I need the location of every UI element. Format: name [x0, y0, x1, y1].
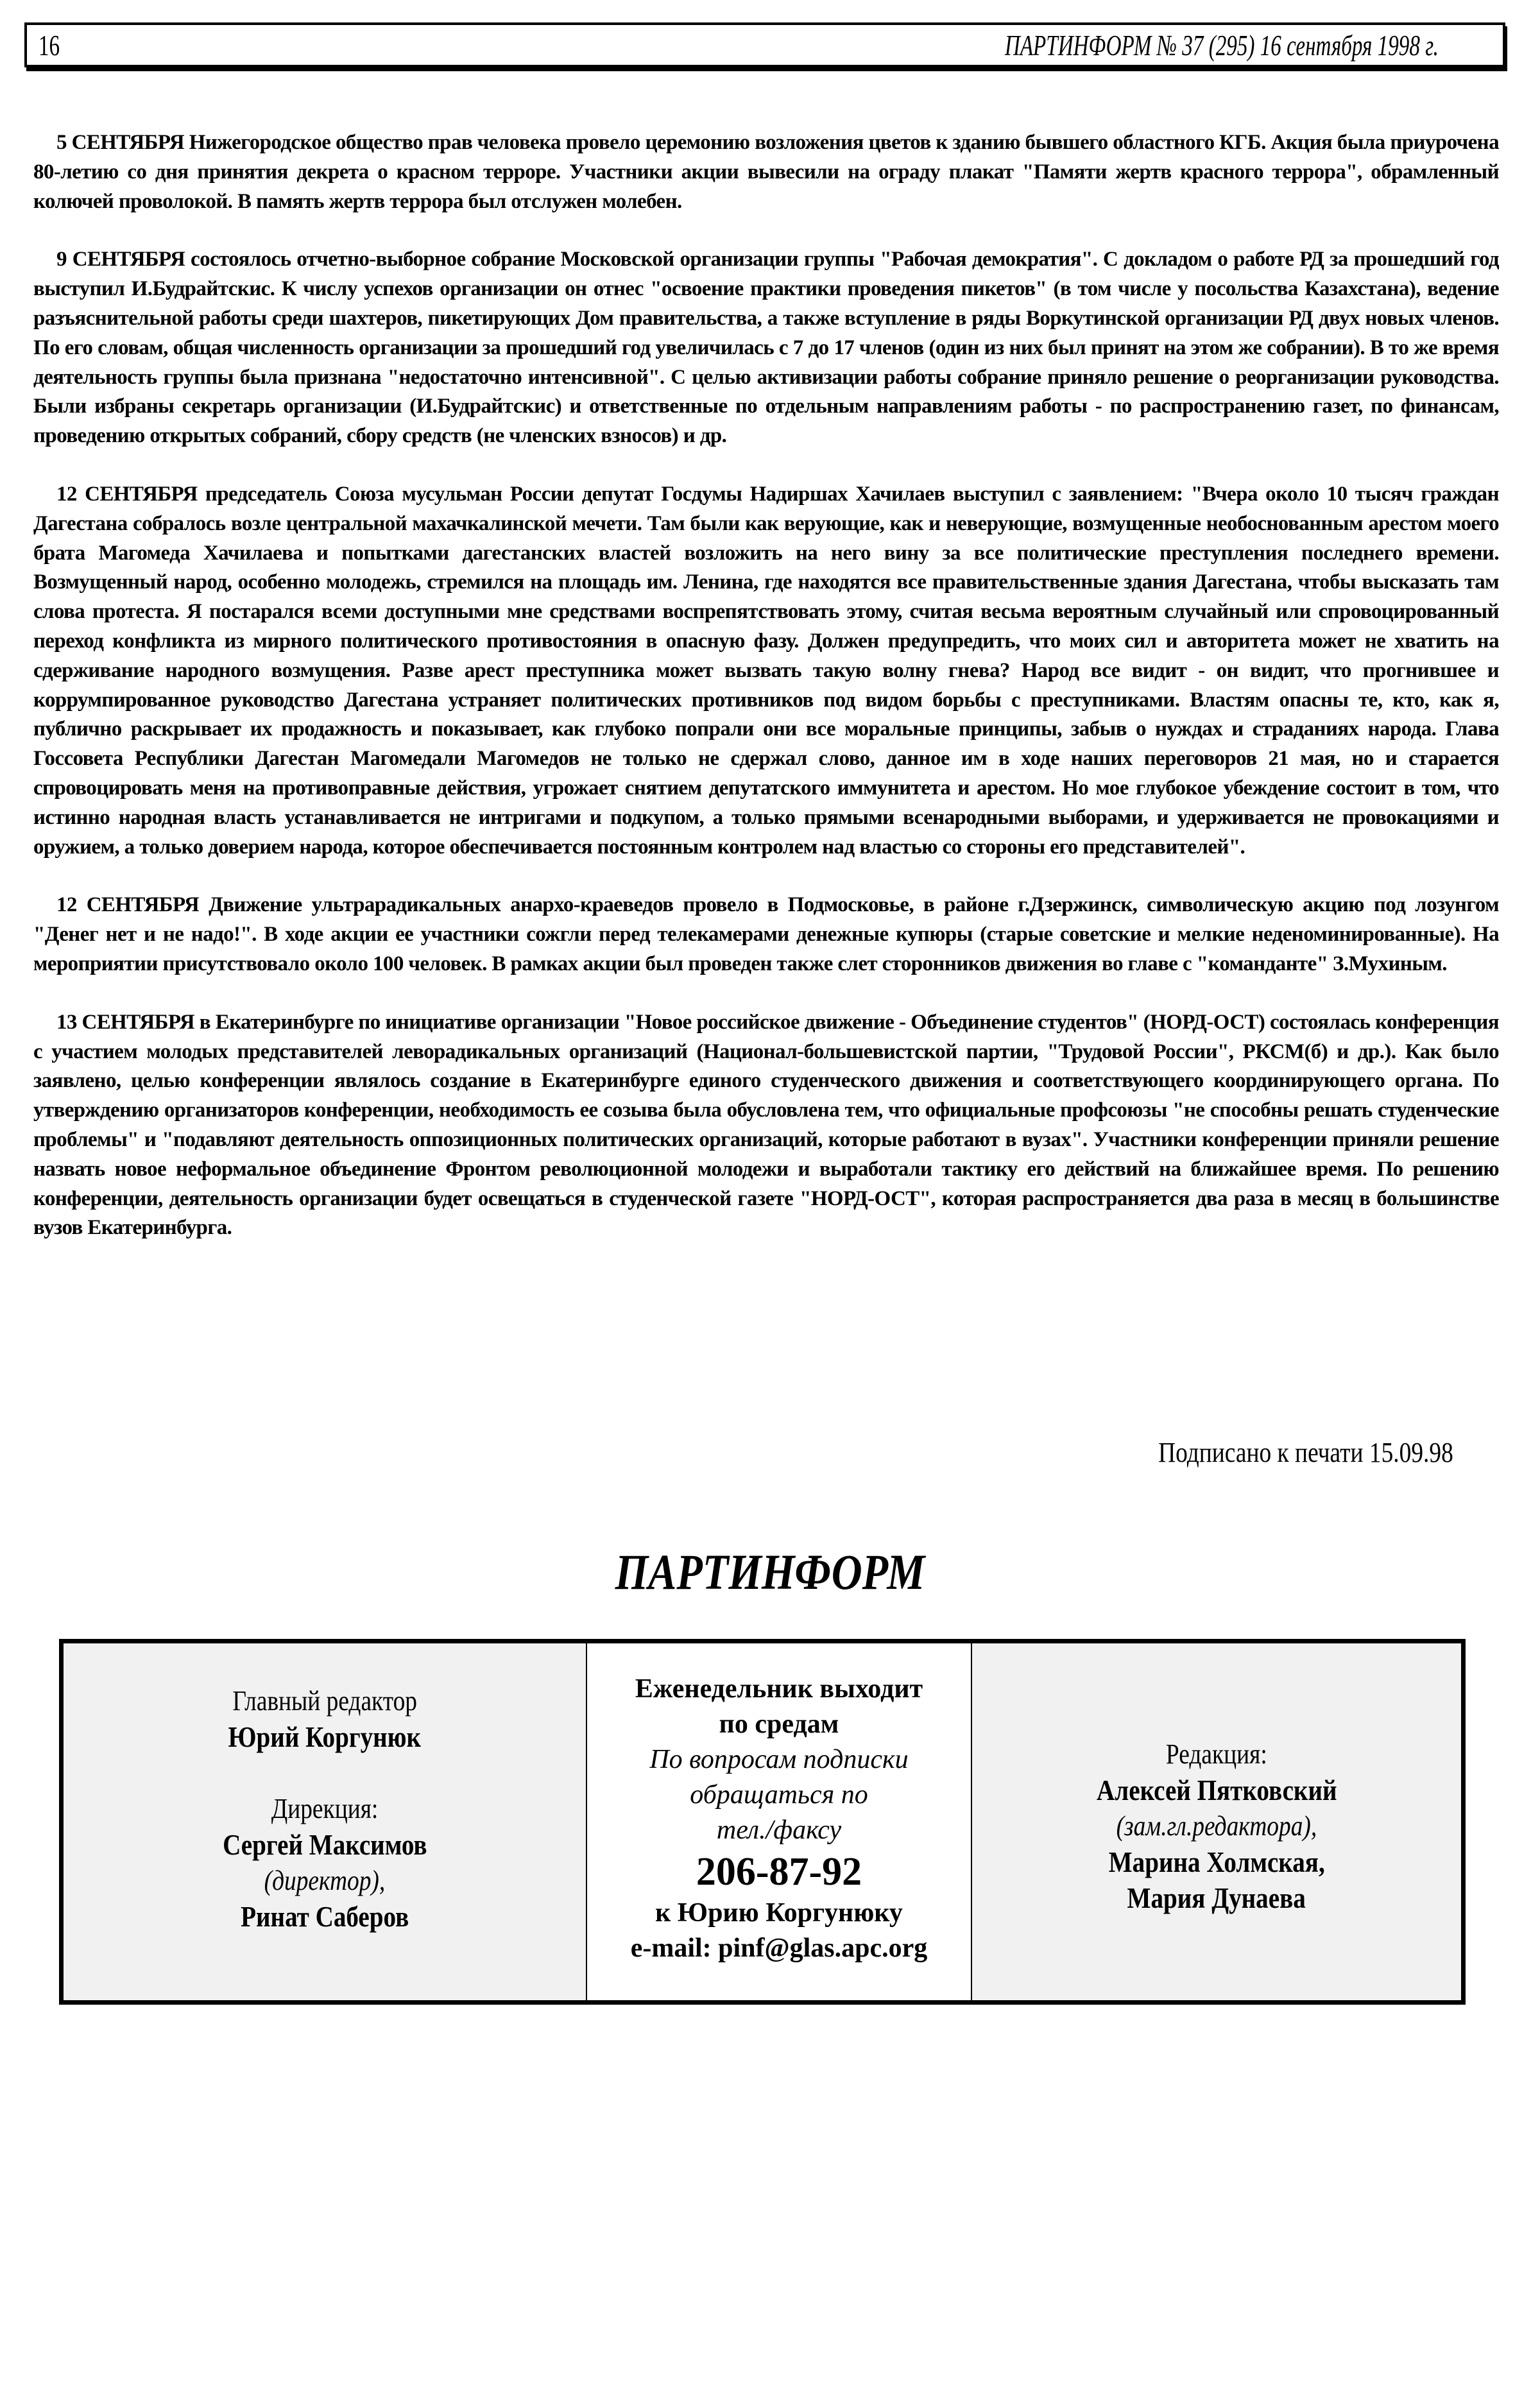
news-date: 9 СЕНТЯБРЯ — [56, 248, 185, 271]
director-name: Сергей Максимов — [222, 1828, 427, 1861]
contact-person: к Юрию Коргунюку — [655, 1898, 903, 1928]
news-chronicle — [33, 128, 1499, 1272]
imprint-box — [59, 1639, 1466, 2005]
weekly-line-2: по средам — [719, 1709, 839, 1739]
email-link[interactable]: e-mail: pinf@glas.apc.org — [630, 1933, 928, 1963]
second-director-name: Ринат Саберов — [240, 1900, 409, 1933]
masthead-title: ПАРТИНФОРМ — [615, 1544, 925, 1600]
news-item — [33, 1008, 1499, 1243]
news-item — [33, 245, 1499, 451]
staff-member-1: Марина Холмская, — [1108, 1846, 1325, 1878]
news-text: Движение ультрарадикальных анархо-краеведов провело в Подмосковье, в районе г.Дзержинск, символическую акцию под лозунгом "Денег нет и не надо!". В ходе акции ее участники сожгли перед телекамерами денежные купюры (старые советские и мелкие неденоминированные). На мероприятии присутствовало около 100 человек. В рамках акции был проведен также слет сторонников движения во главе с "команданте" З.Мухиным. — [33, 893, 1499, 975]
news-date: 13 СЕНТЯБРЯ — [56, 1010, 195, 1034]
directorate-label: Дирекция: — [271, 1793, 379, 1824]
page-number: 16 — [38, 28, 60, 62]
news-date: 12 СЕНТЯБРЯ — [56, 482, 198, 506]
subscription-line-3: тел./факсу — [716, 1815, 842, 1845]
phone-number: 206-87-92 — [696, 1849, 862, 1894]
chief-editor-name: Юрий Коргунюк — [228, 1720, 422, 1753]
weekly-line-1: Еженедельник выходит — [635, 1674, 923, 1704]
news-item — [33, 891, 1499, 979]
news-item — [33, 480, 1499, 862]
signed-for-print: Подписано к печати 15.09.98 — [1158, 1437, 1453, 1468]
imprint-editors-cell — [64, 1643, 587, 2000]
imprint-subscription-cell — [587, 1643, 972, 2000]
news-text: состоялось отчетно-выборное собрание Московской организации группы "Рабочая демократия". С докладом о работе РД за прошедший год выступил И.Будрайтскис. К числу успехов организации он отнес "освоение практики проведения пикетов" (в том числе у посольства Казахстана), ведение разъяснительной работы среди шахтеров, пикетирующих Дом правительства, а также вступление в ряды Воркутинской организации РД двух новых членов. По его словам, общая численность организации за прошедший год увеличилась с 7 до 17 членов (один из них был принят на этом же собрании). В то же время деятельность группы была признана "недостаточно интенсивной". С целью активизации работы собрание приняло решение о реорганизации руководства. Были избраны секретарь организации (И.Будрайтскис) и ответственные по отдельным направлениям работы - по распространению газет, по финансам, проведению открытых собраний, сбору средств (не членских взносов) и др. — [33, 248, 1500, 448]
news-date: 5 СЕНТЯБРЯ — [56, 131, 185, 154]
chief-editor-label: Главный редактор — [232, 1685, 417, 1717]
staff-member-2: Мария Дунаева — [1127, 1881, 1306, 1914]
news-text: Нижегородское общество прав человека провело церемонию возложения цветов к зданию бывшего областного КГБ. Акция была приурочена 80-летию со дня принятия декрета о красном терроре. Участники акции вывесили на ограду плакат "Памяти жертв красного террора", обрамленный колючей проволокой. В память жертв террора был отслужен молебен. — [33, 131, 1499, 213]
director-role: (директор), — [264, 1865, 386, 1896]
subscription-line-2: обращаться по — [690, 1779, 868, 1810]
news-text: председатель Союза мусульман России депутат Госдумы Надиршах Хачилаев выступил с заявлением: "Вчера около 10 тысяч граждан Дагестана собралось возле центральной махачкалинской мечети. Там были как верующие, как и неверующие, возмущенные необоснованным арестом моего брата Магомеда Хачилаева и попытками дагестанских властей возложить на него вину за все политические преступления последнего времени. Возмущенный народ, особенно молодежь, стремился на площадь им. Ленина, где находятся все правительственные здания Дагестана, чтобы высказать там слова протеста. Я постарался всеми доступными мне средствами воспрепятствовать этому, считая весьма вероятным случайный или спровоцированный переход конфликта из мирного политического противостояния в опасную фазу. Должен предупредить, что моих сил и авторитета может не хватить на сдерживание народного возмущения. Разве арест преступника может вызвать такую волну гнева? Народ все видит - он видит, что прогнившее и коррумпированное руководство Дагестана устраняет политических противников под видом борьбы с преступниками. Властям опасны те, кто, как я, публично раскрывает их продажность и показывает, как глубоко попрали они все моральные принципы, забыв о нуждах и страданиях народа. Глава Госсовета Республики Дагестан Магомедали Магомедов не только не сдержал слово, данное им в ходе наших переговоров 21 мая, но и старается спровоцировать меня на противоправные действия, угрожает снятием депутатского иммунитета и арестом. Но мое глубокое убеждение состоит в том, что истинно народная власть устанавливается не интригами и подкупом, а только прямыми всенародными выборами, и удерживается не провокациями и оружием, а только доверием народа, которое обеспечивается постоянным контролем над властью со стороны его представителей". — [33, 482, 1499, 859]
news-date: 12 СЕНТЯБРЯ — [56, 893, 200, 917]
news-text: в Екатеринбурге по инициативе организации "Новое российское движение - Объединение студентов" (НОРД-ОСТ) состоялась конференция с участием молодых представителей леворадикальных организаций (Национал-большевистской партии, "Трудовой России", РКСМ(б) и др.). Как было заявлено, целью конференции являлось создание в Екатеринбурге единого студенческого движения и соответствующего координирующего органа. По утверждению организаторов конференции, необходимость ее созыва была обусловлена тем, что официальные профсоюзы "не способны решать студенческие проблемы" и "подавляют деятельность оппозиционных политических организаций, которые работают в вузах". Участники конференции приняли решение назвать новое неформальное объединение Фронтом революционной молодежи и выработали тактику его действий на ближайшее время. По решению конференции, деятельность организации будет освещаться в студенческой газете "НОРД-ОСТ", которая распространяется два раза в месяц в большинстве вузов Екатеринбурга. — [33, 1010, 1499, 1240]
issue-title: ПАРТИНФОРМ № 37 (295) 16 сентября 1998 г. — [1004, 28, 1439, 62]
page-header — [24, 22, 1505, 67]
news-item — [33, 128, 1499, 216]
deputy-editor-role: (зам.гл.редактора), — [1116, 1810, 1317, 1842]
subscription-line-1: По вопросам подписки — [649, 1744, 909, 1774]
imprint-editorial-cell — [972, 1643, 1461, 2000]
editorial-label: Редакция: — [1166, 1738, 1267, 1770]
deputy-editor-name: Алексей Пятковский — [1096, 1774, 1337, 1806]
